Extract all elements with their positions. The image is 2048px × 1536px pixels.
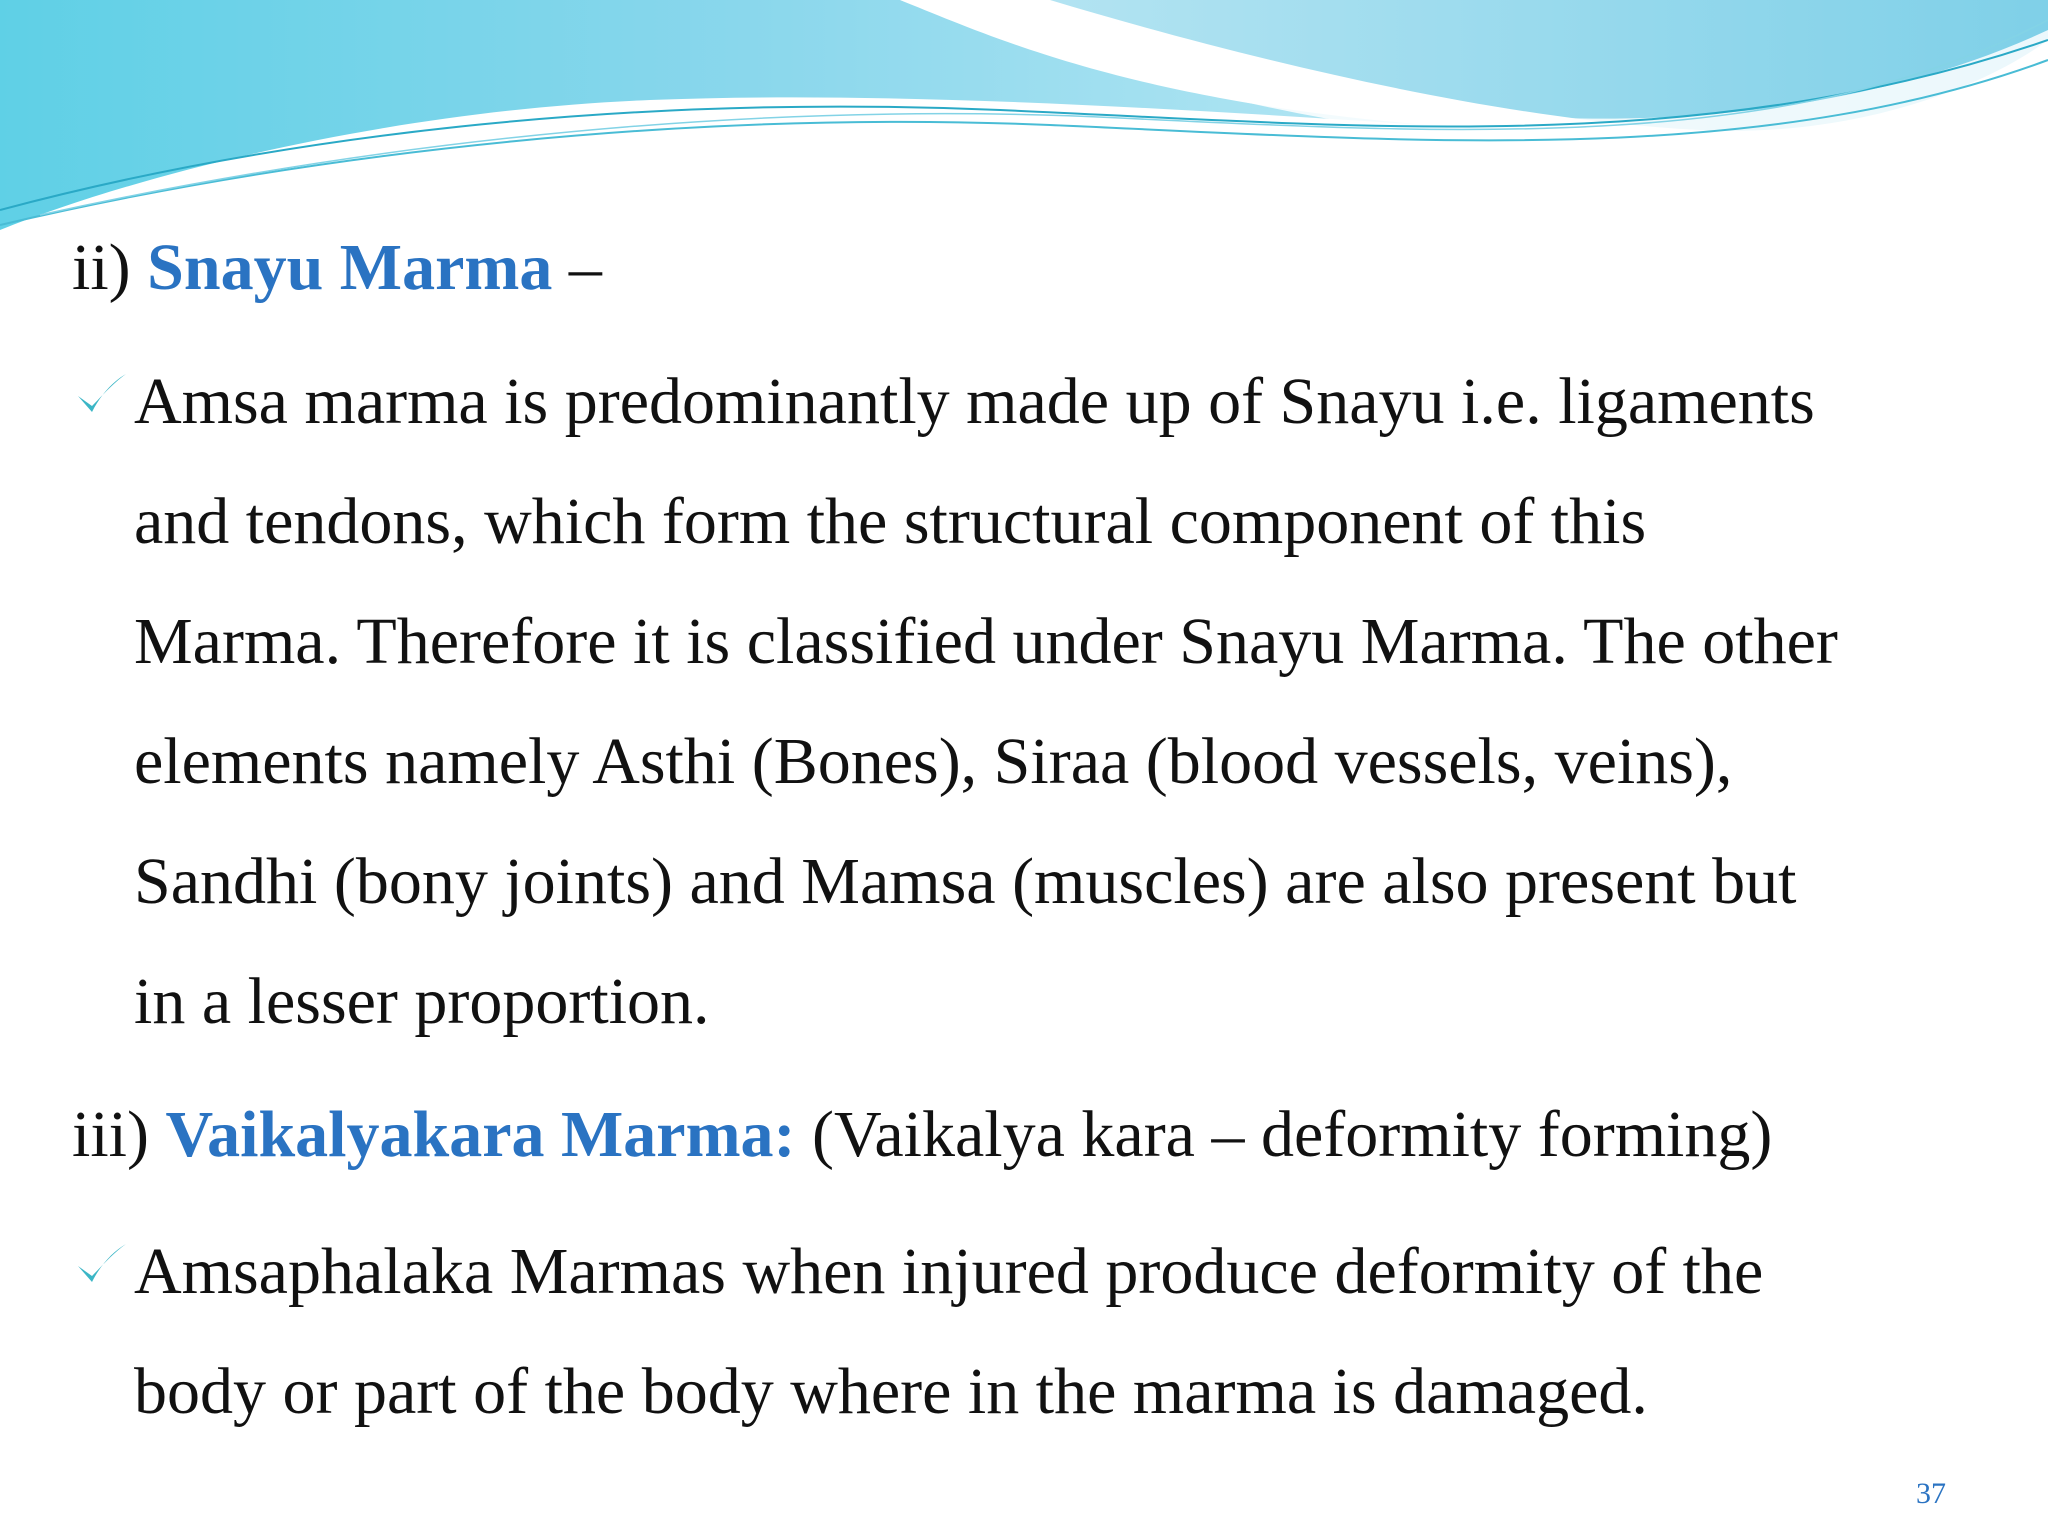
section-prefix: ii) (72, 231, 148, 304)
bullet1-line-1: Amsa marma is predominantly made up of Snayu i.e. ligaments (134, 365, 1815, 438)
section-title: Snayu Marma (147, 231, 553, 304)
section-suffix: – (552, 231, 602, 304)
bullet2-line-2: body or part of the body where in the marma is damaged. (134, 1355, 1648, 1428)
bullet1-line-6: in a lesser proportion. (134, 965, 710, 1038)
section-heading-snayu-marma (72, 208, 602, 328)
bullet1-line-5: Sandhi (bony joints) and Mamsa (muscles) are also present but (134, 845, 1797, 918)
check-icon (72, 1236, 132, 1296)
section-title: Vaikalyakara Marma: (165, 1098, 796, 1171)
bullet1-line-3: Marma. Therefore it is classified under Snayu Marma. The other (134, 605, 1838, 678)
bullet1-line-4: elements namely Asthi (Bones), Siraa (blood vessels, veins), (134, 725, 1733, 798)
bullet1-line-2: and tendons, which form the structural component of this (134, 485, 1647, 558)
page-number: 37 (1916, 1477, 1946, 1510)
bullet2-line-1: Amsaphalaka Marmas when injured produce deformity of the (134, 1235, 1764, 1308)
check-icon (72, 366, 132, 426)
section-heading-vaikalyakara-marma (72, 1075, 1772, 1195)
section-suffix: (Vaikalya kara – deformity forming) (795, 1098, 1773, 1171)
section-prefix: iii) (72, 1098, 166, 1171)
